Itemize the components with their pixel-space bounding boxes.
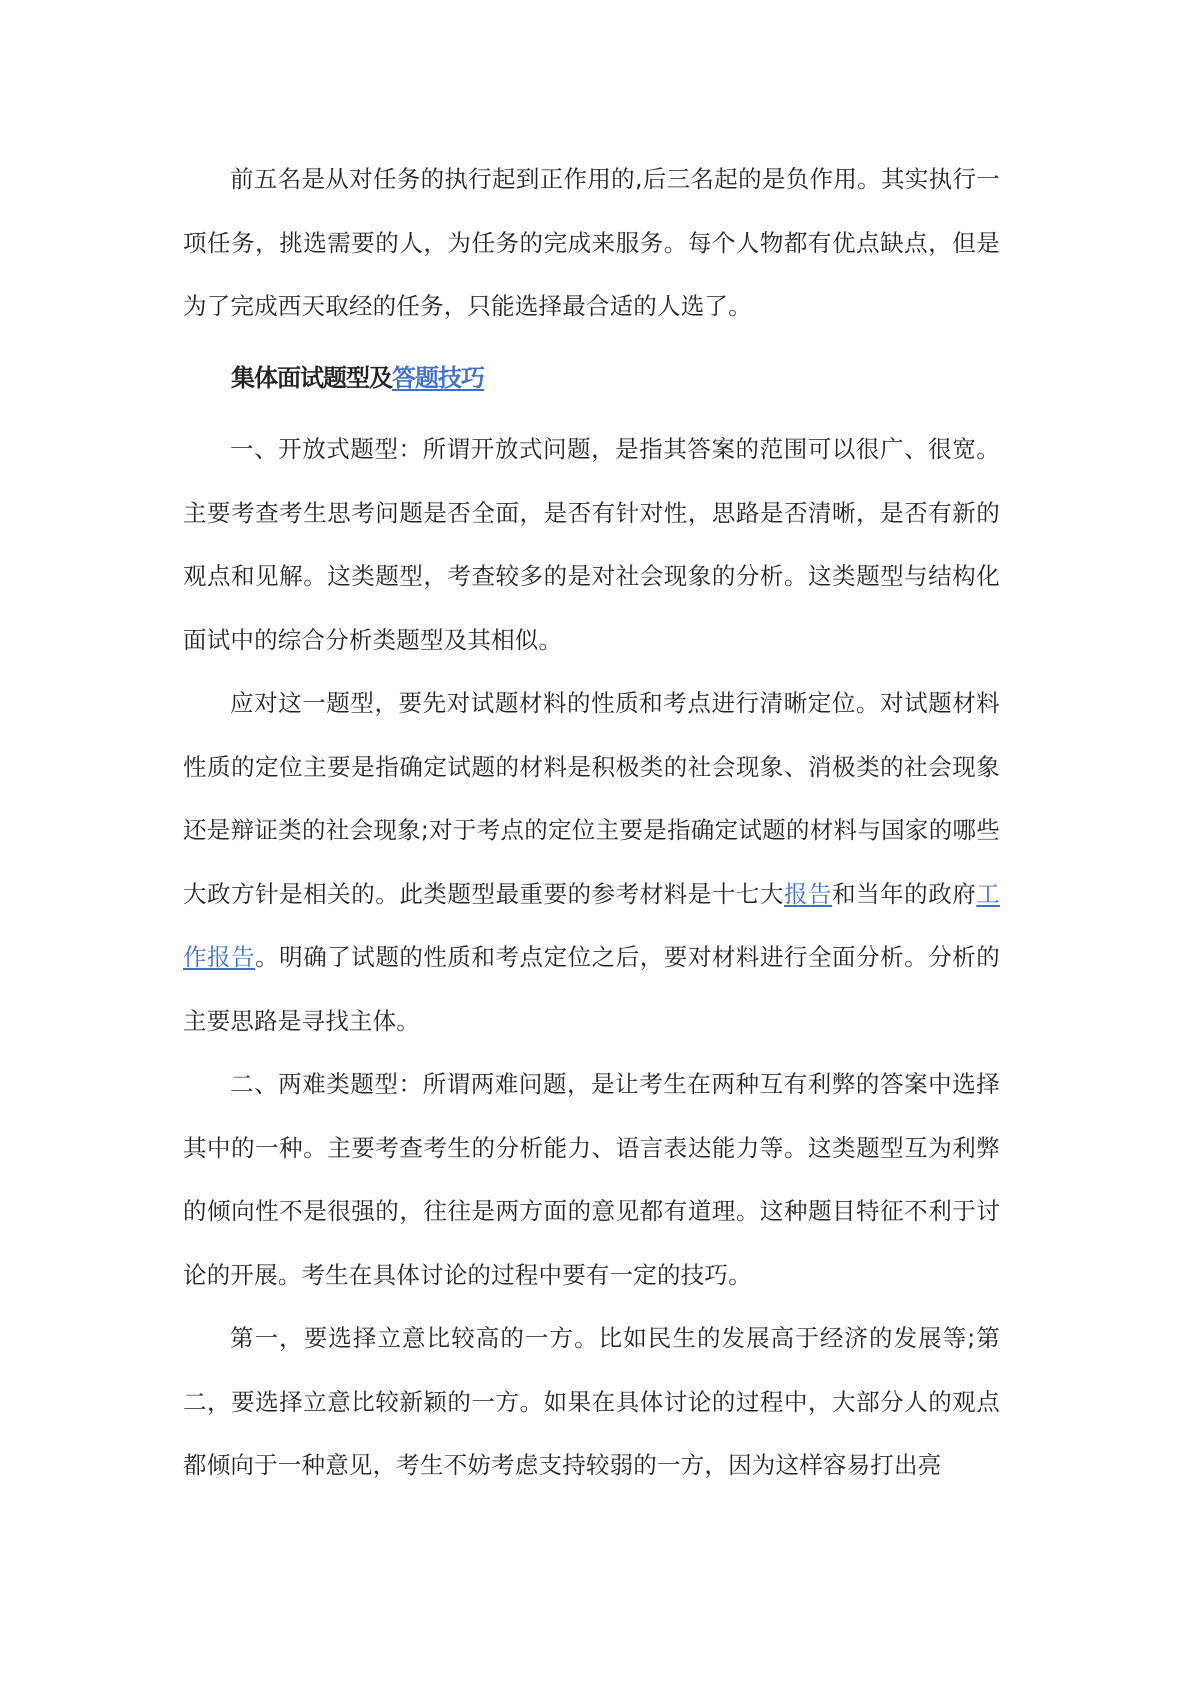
section-heading: [183, 347, 1000, 411]
link-report[interactable]: 报告: [783, 879, 833, 908]
heading-text: 集体面试题型及: [231, 363, 392, 392]
paragraph-intro: 前五名是从对任务的执行起到正作用的,后三名起的是负作用。其实执行一项任务，挑选需要的人，为任务的完成来服务。每个人物都有优点缺点，但是为了完成西天取经的任务，只能选择最合适的人选了。: [183, 165, 1000, 320]
spacer: [183, 339, 1000, 347]
response-text-3: 。明确了试题的性质和考点定位之后，要对材料进行全面分析。分析的主要思路是寻找主体。: [183, 943, 1000, 1035]
paragraph-open-type: 一、开放式题型：所谓开放式问题，是指其答案的范围可以很广、很宽。主要考查考生思考问题是否全面，是否有针对性，思路是否清晰，是否有新的观点和见解。这类题型，考查较多的是对社会现象的分析。这类题型与结构化面试中的综合分析类题型及其相似。: [183, 435, 1000, 654]
paragraph-dilemma: 二、两难类题型：所谓两难问题，是让考生在两种互有利弊的答案中选择其中的一种。主要考查考生的分析能力、语言表达能力等。这类题型互为利弊的倾向性不是很强的，往往是两方面的意见都有道理。这种题目特征不利于讨论的开展。考生在具体讨论的过程中要有一定的技巧。: [183, 1070, 1000, 1289]
response-text-2: 和当年的政府: [832, 879, 977, 908]
heading-link-answer-skills[interactable]: 答题技巧: [392, 363, 484, 392]
response-text-1: 应对这一题型，要先对试题材料的性质和考点进行清晰定位。对试题材料性质的定位主要是指确定试题的材料是积极类的社会现象、消极类的社会现象还是辩证类的社会现象;对于考点的定位主要是指确定试题的材料与国家的哪些大政方针是相关的。此类题型最重要的参考材料是十七大: [183, 689, 1000, 908]
document-body: [183, 148, 1000, 1498]
paragraph-response: [183, 672, 1000, 1053]
paragraph-first-second: 第一，要选择立意比较高的一方。比如民生的发展高于经济的发展等;第二，要选择立意比较新颖的一方。如果在具体讨论的过程中，大部分人的观点都倾向于一种意见，考生不妨考虑支持较弱的一方，因为这样容易打出亮: [183, 1324, 1000, 1479]
link-work-report[interactable]: 工作报告: [183, 879, 1000, 971]
spacer: [183, 410, 1000, 418]
